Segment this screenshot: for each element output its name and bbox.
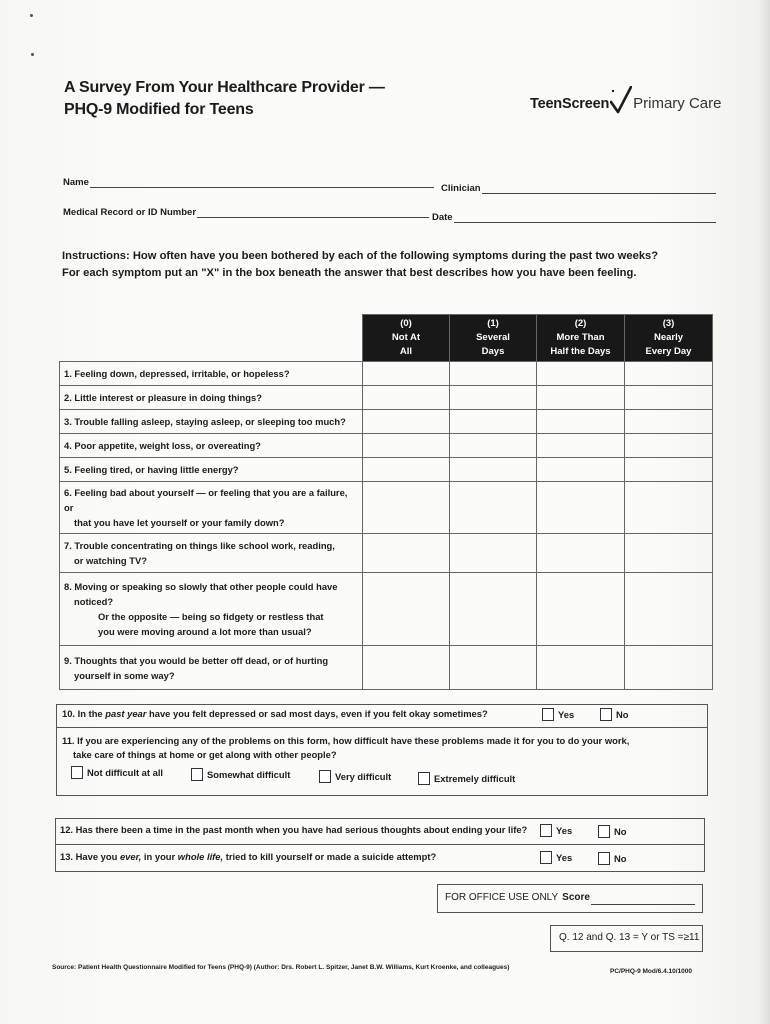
symptom-4-label: 4. Poor appetite, weight loss, or overeating? bbox=[60, 434, 363, 458]
table-row bbox=[60, 482, 713, 534]
symptom-2-label: 2. Little interest or pleasure in doing things? bbox=[60, 386, 363, 410]
answer-cell[interactable] bbox=[625, 410, 713, 434]
q10-text: 10. In the past year have you felt depressed or sad most days, even if you felt okay sometimes? bbox=[62, 708, 488, 719]
q13-no-option[interactable]: No bbox=[598, 852, 627, 865]
instructions-line-1: Instructions: How often have you been bothered by each of the following symptoms during the past two weeks? bbox=[62, 250, 659, 262]
q13-no-checkbox[interactable] bbox=[598, 852, 610, 865]
title-line-1: A Survey From Your Healthcare Provider — bbox=[64, 79, 385, 96]
answer-cell[interactable] bbox=[363, 362, 450, 386]
logo-teenscreen-text: TeenScreen bbox=[530, 96, 610, 112]
answer-cell[interactable] bbox=[625, 482, 713, 534]
name-label: Name bbox=[63, 177, 89, 188]
answer-cell[interactable] bbox=[363, 646, 450, 690]
col-nearly-every-day: (3) Nearly Every Day bbox=[625, 315, 713, 362]
answer-cell[interactable] bbox=[537, 534, 625, 573]
answer-cell[interactable] bbox=[450, 434, 537, 458]
q11-option-somewhat-difficult[interactable]: Somewhat difficult bbox=[191, 768, 290, 781]
answer-cell[interactable] bbox=[363, 534, 450, 573]
answer-cell[interactable] bbox=[537, 410, 625, 434]
mrn-line[interactable] bbox=[197, 207, 429, 218]
answer-cell[interactable] bbox=[537, 434, 625, 458]
answer-cell[interactable] bbox=[537, 482, 625, 534]
q13-yes-checkbox[interactable] bbox=[540, 851, 552, 864]
answer-cell[interactable] bbox=[537, 573, 625, 646]
clinician-label: Clinician bbox=[441, 183, 481, 194]
answer-cell[interactable] bbox=[625, 386, 713, 410]
q11-checkbox[interactable] bbox=[71, 766, 83, 779]
q10-no-option[interactable]: No bbox=[600, 708, 629, 721]
instructions-line-2: For each symptom put an "X" in the box beneath the answer that best describes how you have been feeling. bbox=[62, 267, 637, 279]
q12-divider bbox=[55, 844, 705, 845]
q13-text: 13. Have you ever, in your whole life, tried to kill yourself or made a suicide attempt? bbox=[60, 851, 437, 862]
answer-cell[interactable] bbox=[625, 434, 713, 458]
table-row bbox=[60, 362, 713, 386]
symptom-6-label: 6. Feeling bad about yourself — or feeling that you are a failure, or that you have let yourself or your family down? bbox=[60, 482, 363, 534]
symptom-1-label: 1. Feeling down, depressed, irritable, or hopeless? bbox=[60, 362, 363, 386]
q10-no-checkbox[interactable] bbox=[600, 708, 612, 721]
q11-checkbox[interactable] bbox=[319, 770, 331, 783]
date-label: Date bbox=[432, 212, 453, 223]
q11-option-not-difficult[interactable]: Not difficult at all bbox=[71, 766, 163, 779]
header-blank bbox=[60, 315, 363, 362]
score-label: Score bbox=[562, 892, 590, 903]
table-row bbox=[60, 534, 713, 573]
q11-checkbox[interactable] bbox=[191, 768, 203, 781]
clinician-field[interactable] bbox=[441, 183, 716, 194]
answer-cell[interactable] bbox=[450, 362, 537, 386]
teenscreen-logo bbox=[530, 80, 722, 112]
scan-speck bbox=[30, 14, 33, 17]
q12-yes-option[interactable]: Yes bbox=[540, 824, 572, 837]
answer-cell[interactable] bbox=[363, 410, 450, 434]
table-row bbox=[60, 434, 713, 458]
answer-cell[interactable] bbox=[450, 482, 537, 534]
q11-option-extremely-difficult[interactable]: Extremely difficult bbox=[418, 772, 515, 785]
answer-cell[interactable] bbox=[450, 573, 537, 646]
office-use-label: FOR OFFICE USE ONLY bbox=[445, 892, 559, 903]
answer-cell[interactable] bbox=[537, 458, 625, 482]
col-not-at-all: (0) Not At All bbox=[363, 315, 450, 362]
scan-speck bbox=[31, 53, 34, 56]
q12-no-option[interactable]: No bbox=[598, 825, 627, 838]
table-row bbox=[60, 458, 713, 482]
answer-cell[interactable] bbox=[625, 573, 713, 646]
symptom-9-label: 9. Thoughts that you would be better off dead, or of hurting yourself in some way? bbox=[60, 646, 363, 690]
logo-primary-care-text: Primary Care bbox=[633, 95, 722, 112]
footer-source: Source: Patient Health Questionnaire Modified for Teens (PHQ-9) (Author: Drs. Robert L. Spitzer, Janet B.W. Williams, Kurt Kroenke, and colleagues) bbox=[52, 964, 510, 971]
answer-cell[interactable] bbox=[625, 458, 713, 482]
symptom-7-label: 7. Trouble concentrating on things like school work, reading, or watching TV? bbox=[60, 534, 363, 573]
answer-cell[interactable] bbox=[625, 646, 713, 690]
symptom-3-label: 3. Trouble falling asleep, staying asleep, or sleeping too much? bbox=[60, 410, 363, 434]
symptom-table bbox=[59, 314, 713, 690]
mrn-label: Medical Record or ID Number bbox=[63, 207, 197, 218]
answer-cell[interactable] bbox=[363, 386, 450, 410]
date-line[interactable] bbox=[454, 212, 716, 223]
q11-checkbox[interactable] bbox=[418, 772, 430, 785]
col-more-than-half: (2) More Than Half the Days bbox=[537, 315, 625, 362]
table-row bbox=[60, 573, 713, 646]
col-several-days: (1) Several Days bbox=[450, 315, 537, 362]
table-header-row bbox=[60, 315, 713, 362]
instructions bbox=[62, 248, 712, 282]
table-row bbox=[60, 646, 713, 690]
answer-cell[interactable] bbox=[537, 386, 625, 410]
q12-text: 12. Has there been a time in the past month when you have had serious thoughts about ending your life? bbox=[60, 824, 528, 835]
answer-cell[interactable] bbox=[450, 534, 537, 573]
q12-no-checkbox[interactable] bbox=[598, 825, 610, 838]
score-line[interactable] bbox=[591, 894, 695, 905]
q10-divider bbox=[56, 727, 708, 728]
answer-cell[interactable] bbox=[625, 362, 713, 386]
name-field[interactable] bbox=[63, 177, 434, 188]
answer-cell[interactable] bbox=[363, 573, 450, 646]
q10-yes-checkbox[interactable] bbox=[542, 708, 554, 721]
checkmark-icon bbox=[610, 86, 632, 114]
answer-cell[interactable] bbox=[450, 386, 537, 410]
name-line[interactable] bbox=[90, 177, 434, 188]
symptom-8-label: 8. Moving or speaking so slowly that other people could have noticed? Or the opposite — being so fidgety or restless that you were moving around a lot more than usual? bbox=[60, 573, 363, 646]
q10-yes-option[interactable]: Yes bbox=[542, 708, 574, 721]
answer-cell[interactable] bbox=[537, 646, 625, 690]
table-row bbox=[60, 386, 713, 410]
answer-cell[interactable] bbox=[450, 646, 537, 690]
footer-code: PC/PHQ-9 Mod/6.4.10/1000 bbox=[610, 968, 693, 975]
answer-cell[interactable] bbox=[537, 362, 625, 386]
office-use-field[interactable] bbox=[445, 891, 695, 905]
q11-option-very-difficult[interactable]: Very difficult bbox=[319, 770, 391, 783]
answer-cell[interactable] bbox=[363, 482, 450, 534]
clinician-line[interactable] bbox=[482, 183, 716, 194]
q12-yes-checkbox[interactable] bbox=[540, 824, 552, 837]
page-edge-shadow bbox=[758, 0, 770, 1024]
table-row bbox=[60, 410, 713, 434]
q11-text: 11. If you are experiencing any of the problems on this form, how difficult have these problems made it for you to do your work, take care of things at home or get along with other people? bbox=[62, 735, 630, 760]
q13-yes-option[interactable]: Yes bbox=[540, 851, 572, 864]
answer-cell[interactable] bbox=[363, 434, 450, 458]
symptom-5-label: 5. Feeling tired, or having little energy? bbox=[60, 458, 363, 482]
office-rule-text: Q. 12 and Q. 13 = Y or TS =≥11 bbox=[559, 932, 700, 943]
answer-cell[interactable] bbox=[625, 534, 713, 573]
page-title bbox=[64, 77, 385, 121]
mrn-field[interactable] bbox=[63, 207, 429, 218]
answer-cell[interactable] bbox=[450, 410, 537, 434]
answer-cell[interactable] bbox=[363, 458, 450, 482]
title-line-2: PHQ-9 Modified for Teens bbox=[64, 101, 254, 118]
date-field[interactable] bbox=[432, 212, 716, 223]
answer-cell[interactable] bbox=[450, 458, 537, 482]
